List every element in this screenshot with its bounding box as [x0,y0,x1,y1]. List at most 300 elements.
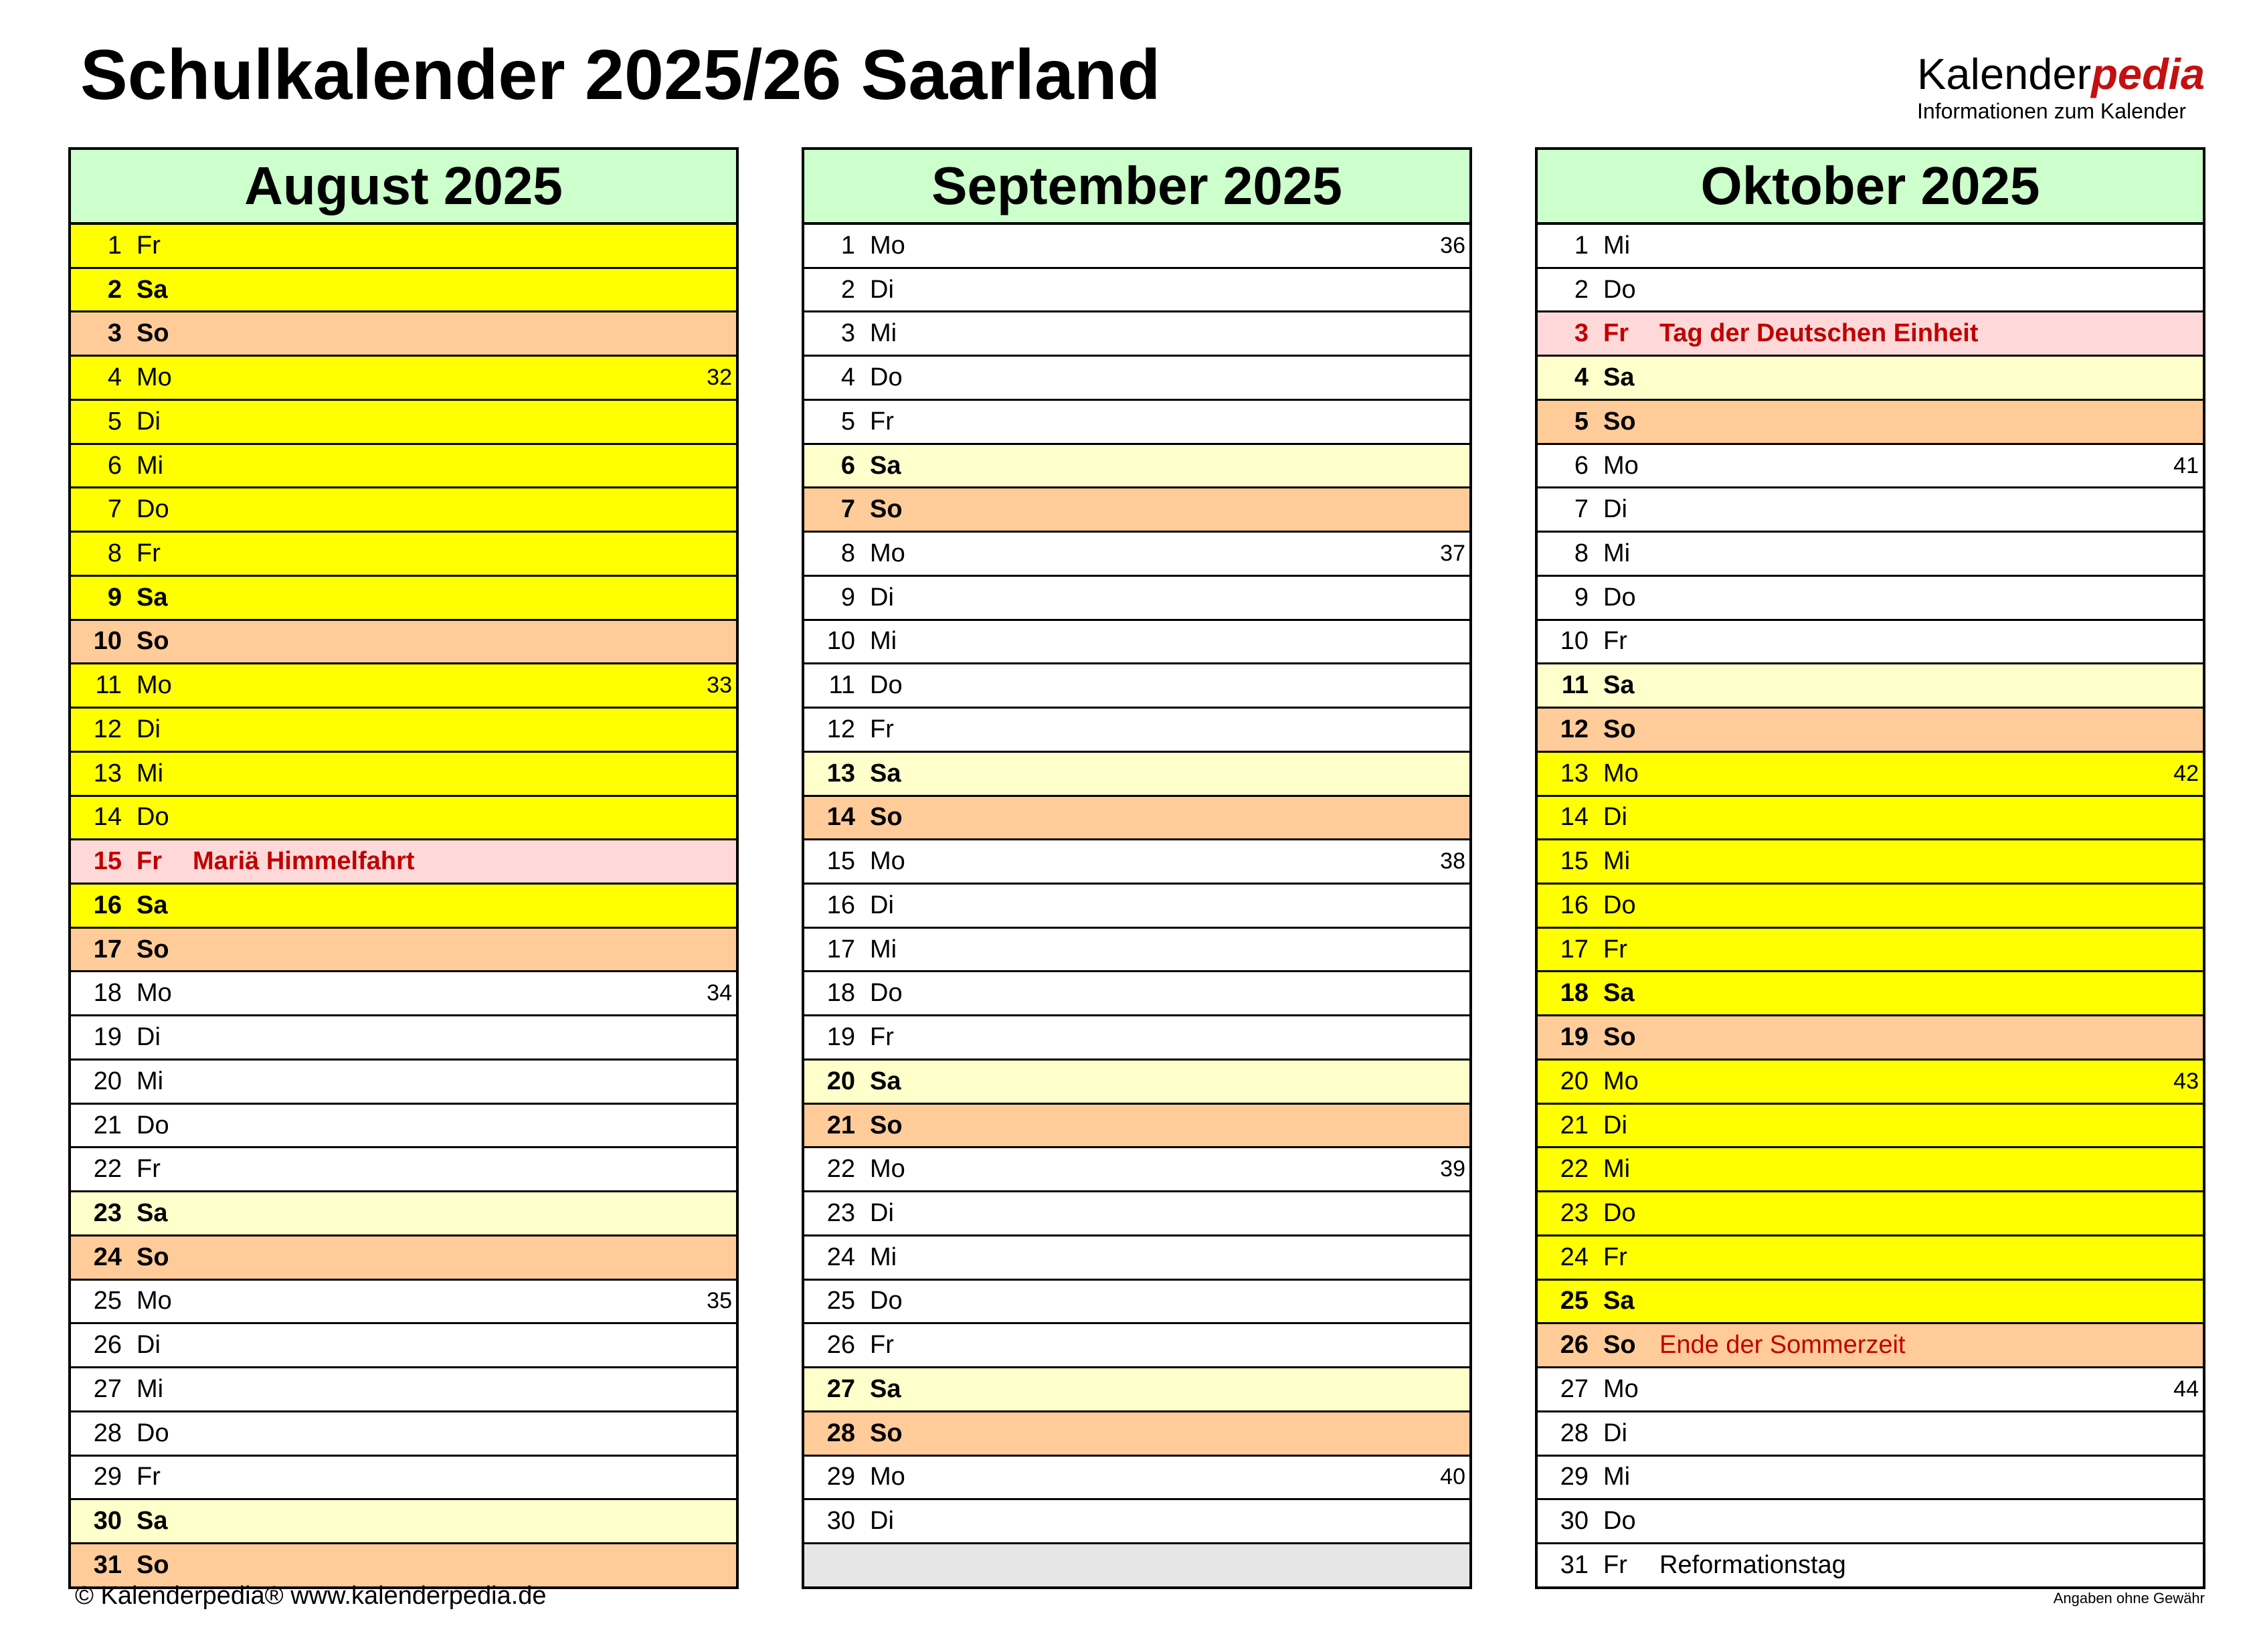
week-number: 33 [707,672,732,699]
day-number: 18 [1560,979,1589,1008]
weekday-label: Di [870,583,894,612]
page-title: Schulkalender 2025/26 Saarland [80,35,1161,114]
day-row [71,1324,736,1368]
day-row [804,1148,1469,1192]
day-row [71,445,736,489]
day-number: 26 [826,1331,855,1360]
day-number: 9 [107,583,122,612]
day-note: Tag der Deutschen Einheit [1659,319,1979,348]
day-number: 15 [1560,847,1589,876]
weekday-label: Do [1603,891,1636,919]
day-row [804,533,1469,577]
month-column-september [802,147,1472,1589]
weekday-label: So [870,803,903,832]
day-row [804,1061,1469,1105]
weekday-label: Do [137,1111,169,1139]
month-header: September 2025 [804,150,1469,225]
day-row [1538,709,2203,753]
day-row [1538,621,2203,665]
logo-name-accent: pedia [2091,50,2205,98]
day-row [1538,312,2203,357]
week-number: 39 [1440,1156,1465,1182]
day-number: 7 [840,495,855,524]
day-row [71,1412,736,1457]
day-row [804,312,1469,357]
day-number: 8 [1574,539,1589,567]
day-number: 16 [1560,891,1589,919]
weekday-label: So [1603,1331,1636,1360]
day-row [1538,797,2203,841]
weekday-label: So [137,1550,169,1579]
weekday-label: Di [137,715,161,743]
weekday-label: Mi [870,319,897,348]
day-row [71,1105,736,1149]
day-row [1538,972,2203,1016]
day-number: 28 [93,1418,122,1447]
day-number: 29 [1560,1463,1589,1491]
day-row [71,401,736,445]
day-row [71,1457,736,1501]
weekday-label: Fr [1603,319,1629,348]
day-number: 13 [1560,759,1589,788]
day-row [804,1412,1469,1457]
week-number: 41 [2173,452,2199,478]
day-number: 4 [107,363,122,392]
day-number: 17 [93,935,122,963]
day-number: 12 [826,715,855,743]
weekday-label: Fr [137,1155,161,1184]
day-number: 12 [1560,715,1589,743]
day-row [804,885,1469,929]
day-row [1538,269,2203,313]
day-row [71,1544,736,1586]
weekday-label: Mi [870,1243,897,1271]
day-number: 30 [826,1507,855,1536]
day-number: 4 [1574,363,1589,392]
weekday-label: Mi [137,1374,164,1403]
day-number: 5 [107,407,122,436]
month-header: August 2025 [71,150,736,225]
weekday-label: Fr [137,1463,161,1491]
weekday-label: Do [1603,275,1636,304]
day-number: 3 [1574,319,1589,348]
weekday-label: Sa [137,1199,168,1228]
day-number: 6 [107,451,122,480]
day-row [1538,753,2203,797]
weekday-label: Mo [870,1155,905,1184]
day-row [71,885,736,929]
day-row [804,1500,1469,1544]
week-number: 42 [2173,760,2199,786]
weekday-label: Di [137,1331,161,1360]
day-row [71,1500,736,1544]
day-row [1538,1192,2203,1236]
weekday-label: Di [1603,1111,1627,1139]
day-row [71,577,736,621]
day-list [71,225,736,1586]
weekday-label: Mi [1603,231,1631,260]
logo-tagline: Informationen zum Kalender [1917,99,2187,123]
day-number: 13 [93,759,122,788]
day-row [1538,929,2203,973]
day-number: 30 [93,1507,122,1536]
day-row [1538,1105,2203,1149]
weekday-label: Di [870,1199,894,1228]
day-number: 7 [107,495,122,524]
day-row [804,577,1469,621]
day-row [71,1281,736,1325]
month-column-august [68,147,739,1589]
day-row [71,1192,736,1236]
day-number: 19 [1560,1023,1589,1052]
day-number: 15 [826,847,855,876]
day-number: 19 [826,1023,855,1052]
day-list [804,225,1469,1586]
day-row [1538,577,2203,621]
day-row [1538,1148,2203,1192]
weekday-label: Mi [1603,1155,1631,1184]
weekday-label: Mo [1603,759,1639,788]
day-number: 20 [1560,1067,1589,1095]
day-row [1538,840,2203,885]
day-number: 30 [1560,1507,1589,1536]
day-number: 27 [1560,1374,1589,1403]
weekday-label: Sa [870,451,901,480]
day-number: 2 [107,275,122,304]
day-row [1538,1324,2203,1368]
day-number: 2 [840,275,855,304]
day-row [804,797,1469,841]
weekday-label: Fr [1603,1550,1627,1579]
day-number: 25 [1560,1287,1589,1315]
day-number: 20 [93,1067,122,1095]
day-number: 29 [93,1463,122,1491]
weekday-label: Sa [870,1067,901,1095]
day-row [1538,1457,2203,1501]
day-number: 13 [826,759,855,788]
day-row [71,312,736,357]
day-number: 23 [826,1199,855,1228]
day-number: 26 [1560,1331,1589,1360]
weekday-label: Sa [137,275,168,304]
weekday-label: Do [1603,583,1636,612]
day-number: 23 [93,1199,122,1228]
day-number: 22 [93,1155,122,1184]
weekday-label: Fr [1603,627,1627,656]
day-row [1538,225,2203,269]
weekday-label: Do [870,979,903,1008]
weekday-label: Sa [137,891,168,919]
day-row [804,664,1469,709]
day-row [71,488,736,533]
day-row [1538,885,2203,929]
day-number: 28 [1560,1418,1589,1447]
logo-wordmark [1917,50,2205,99]
day-number: 16 [93,891,122,919]
day-number: 31 [1560,1550,1589,1579]
day-row [71,709,736,753]
day-number: 14 [93,803,122,832]
day-number: 16 [826,891,855,919]
day-number: 25 [826,1287,855,1315]
week-number: 36 [1440,232,1465,258]
day-number: 10 [1560,627,1589,656]
day-row [1538,1236,2203,1281]
weekday-label: So [870,1111,903,1139]
day-row [804,1544,1469,1586]
day-number: 21 [93,1111,122,1139]
weekday-label: Fr [137,539,161,567]
day-row [71,621,736,665]
day-number: 1 [840,231,855,260]
weekday-label: Di [137,1023,161,1052]
day-row [1538,1412,2203,1457]
day-row [804,1368,1469,1412]
day-row [71,1236,736,1281]
week-number: 43 [2173,1068,2199,1094]
logo-name-regular: Kalender [1917,50,2092,98]
weekday-label: Fr [1603,1243,1627,1271]
day-number: 20 [826,1067,855,1095]
day-number: 7 [1574,495,1589,524]
weekday-label: So [137,319,169,348]
weekday-label: Fr [870,715,894,743]
month-header: Oktober 2025 [1538,150,2203,225]
day-number: 26 [93,1331,122,1360]
month-column-oktober [1535,147,2205,1589]
day-number: 1 [1574,231,1589,260]
day-note: Mariä Himmelfahrt [193,847,415,876]
day-number: 31 [93,1550,122,1579]
day-row [1538,1016,2203,1061]
day-row [804,840,1469,885]
day-number: 23 [1560,1199,1589,1228]
day-row [1538,1281,2203,1325]
weekday-label: Mo [1603,1067,1639,1095]
day-row [804,1457,1469,1501]
day-number: 15 [93,847,122,876]
weekday-label: Mo [137,671,172,700]
weekday-label: So [137,1243,169,1271]
day-number: 11 [95,671,122,700]
weekday-label: So [137,627,169,656]
day-number: 4 [840,363,855,392]
day-number: 28 [826,1418,855,1447]
week-number: 35 [707,1288,732,1314]
weekday-label: Di [1603,1418,1627,1447]
day-number: 8 [840,539,855,567]
weekday-label: Mi [1603,1463,1631,1491]
weekday-label: So [1603,407,1636,436]
day-number: 10 [93,627,122,656]
weekday-label: Do [137,1418,169,1447]
day-row [804,1016,1469,1061]
weekday-label: Sa [1603,671,1635,700]
weekday-label: Di [1603,803,1627,832]
day-note: Reformationstag [1659,1550,1846,1579]
day-row [1538,1500,2203,1544]
weekday-label: Do [137,803,169,832]
day-row [71,929,736,973]
day-row [71,357,736,401]
day-row [804,621,1469,665]
day-row [804,1236,1469,1281]
week-number: 34 [707,980,732,1006]
weekday-label: Fr [137,847,162,876]
day-row [1538,1544,2203,1586]
weekday-label: Mi [870,935,897,963]
weekday-label: Mo [870,231,905,260]
day-row [1538,401,2203,445]
day-number: 22 [1560,1155,1589,1184]
week-number: 40 [1440,1464,1465,1490]
day-row [71,664,736,709]
weekday-label: So [1603,715,1636,743]
day-number: 24 [826,1243,855,1271]
kalenderpedia-logo[interactable] [1917,50,2205,123]
day-row [71,972,736,1016]
day-row [71,1016,736,1061]
footer-disclaimer: Angaben ohne Gewähr [2053,1590,2205,1607]
day-row [804,445,1469,489]
weekday-label: Do [870,1287,903,1315]
day-number: 3 [107,319,122,348]
weekday-label: Do [1603,1507,1636,1536]
day-row [804,401,1469,445]
weekday-label: Mi [137,759,164,788]
day-number: 18 [93,979,122,1008]
day-row [71,1368,736,1412]
weekday-label: Fr [870,407,894,436]
day-number: 17 [826,935,855,963]
day-row [71,269,736,313]
day-number: 27 [93,1374,122,1403]
day-number: 24 [93,1243,122,1271]
day-number: 8 [107,539,122,567]
weekday-label: Sa [1603,363,1635,392]
day-number: 5 [840,407,855,436]
day-row [804,753,1469,797]
weekday-label: Fr [870,1023,894,1052]
day-number: 5 [1574,407,1589,436]
day-number: 10 [826,627,855,656]
day-list [1538,225,2203,1586]
day-row [1538,1061,2203,1105]
day-number: 6 [840,451,855,480]
weekday-label: Sa [870,759,901,788]
day-number: 27 [826,1374,855,1403]
weekday-label: Mo [137,1287,172,1315]
weekday-label: Mo [870,1463,905,1491]
day-number: 12 [93,715,122,743]
day-number: 11 [828,671,855,700]
weekday-label: Mi [137,1067,164,1095]
weekday-label: Mi [870,627,897,656]
weekday-label: Mi [1603,847,1631,876]
footer-copyright: © Kalenderpedia® www.kalenderpedia.de [75,1582,547,1610]
day-row [1538,357,2203,401]
weekday-label: Di [870,1507,894,1536]
weekday-label: Di [870,275,894,304]
day-number: 6 [1574,451,1589,480]
day-number: 17 [1560,935,1589,963]
weekday-label: Mi [1603,539,1631,567]
day-number: 14 [1560,803,1589,832]
day-number: 1 [107,231,122,260]
day-number: 3 [840,319,855,348]
day-row [1538,664,2203,709]
day-row [71,225,736,269]
weekday-label: Sa [137,1507,168,1536]
day-note: Ende der Sommerzeit [1659,1331,1906,1360]
day-number: 11 [1561,671,1589,700]
day-row [71,1061,736,1105]
day-row [804,488,1469,533]
day-row [804,225,1469,269]
weekday-label: Sa [1603,1287,1635,1315]
day-row [804,709,1469,753]
weekday-label: Mo [1603,1374,1639,1403]
weekday-label: So [870,1418,903,1447]
day-row [804,972,1469,1016]
weekday-label: Sa [137,583,168,612]
week-number: 32 [707,365,732,391]
week-number: 37 [1440,541,1465,566]
day-number: 18 [826,979,855,1008]
weekday-label: Sa [870,1374,901,1403]
day-number: 9 [1574,583,1589,612]
day-row [804,1324,1469,1368]
day-row [71,1148,736,1192]
weekday-label: Fr [137,231,161,260]
day-number: 14 [826,803,855,832]
weekday-label: Fr [870,1331,894,1360]
day-row [1538,533,2203,577]
day-number: 21 [1560,1111,1589,1139]
weekday-label: So [1603,1023,1636,1052]
weekday-label: So [870,495,903,524]
weekday-label: Do [870,671,903,700]
weekday-label: Mo [870,847,905,876]
day-row [71,753,736,797]
day-row [71,797,736,841]
weekday-label: Do [137,495,169,524]
day-row [804,357,1469,401]
weekday-label: Mi [137,451,164,480]
day-number: 25 [93,1287,122,1315]
day-row [71,840,736,885]
week-number: 44 [2173,1376,2199,1402]
day-row [1538,445,2203,489]
day-number: 19 [93,1023,122,1052]
weekday-label: Do [870,363,903,392]
weekday-label: Mo [1603,451,1639,480]
week-number: 38 [1440,848,1465,875]
day-row [804,1192,1469,1236]
day-row [71,533,736,577]
day-row [804,269,1469,313]
weekday-label: Fr [1603,935,1627,963]
day-row [804,1281,1469,1325]
weekday-label: Mo [870,539,905,567]
day-row [804,1105,1469,1149]
day-row [1538,1368,2203,1412]
day-row [1538,488,2203,533]
day-number: 24 [1560,1243,1589,1271]
weekday-label: So [137,935,169,963]
day-row [804,929,1469,973]
weekday-label: Sa [1603,979,1635,1008]
